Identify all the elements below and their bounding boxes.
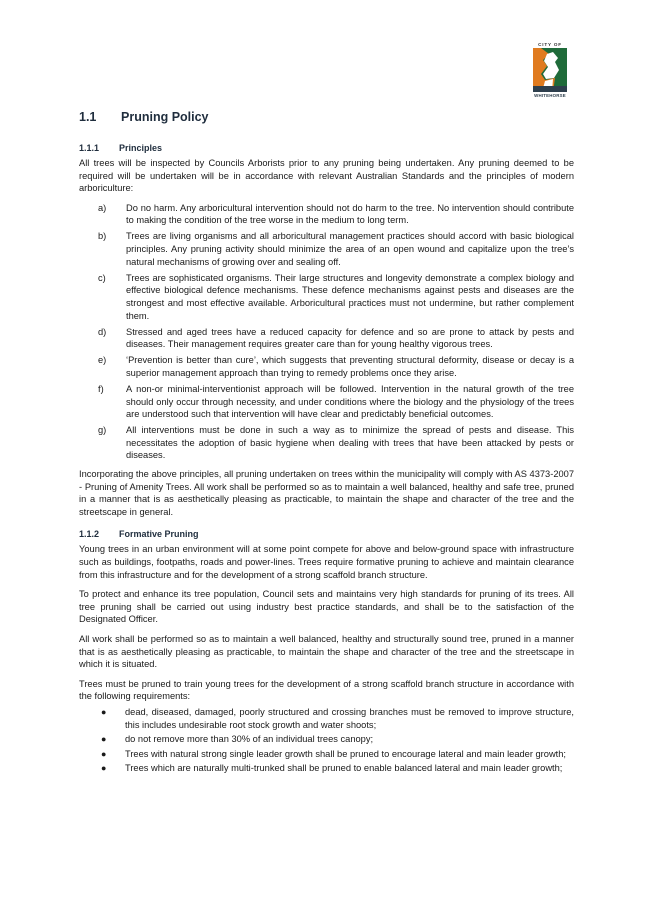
list-item xyxy=(79,383,574,421)
formative-bullets xyxy=(79,706,574,775)
list-item-text: A non-or minimal-interventionist approach will be followed. Intervention in the natural growth of the tree should only occur through necessity, and under conditions where the biology and the physiology of the trees are understood such that intervention will have clear and predictably beneficial outcomes. xyxy=(126,384,574,420)
principles-closing: Incorporating the above principles, all pruning undertaken on trees within the municipality will comply with AS 4373-2007 - Pruning of Amenity Trees. All work shall be performed so as to maintain a well balanced, healthy and safe tree, pruned in a manner that is as aesthetically pleasing as practicable, to maintain the shape and character of the tree and the streetscape in general. xyxy=(79,469,574,517)
list-marker: b) xyxy=(98,231,107,242)
list-item xyxy=(79,272,574,322)
bullet-item xyxy=(79,748,574,761)
bullet-icon: ● xyxy=(101,748,107,759)
principles-title: Principles xyxy=(119,142,163,153)
list-item-text: Do no harm. Any arboricultural intervention should not do harm to the tree. No intervention should contribute to making the condition of the tree worse in the medium to long term. xyxy=(126,202,574,226)
list-item xyxy=(79,424,574,462)
principles-intro: All trees will be inspected by Councils Arborists prior to any pruning being undertaken. Any pruning deemed to be required will be undertaken will be in accordance with relevant Australian Standards and the principles of modern arboriculture: xyxy=(79,158,574,194)
formative-paragraph: All work shall be performed so as to maintain a well balanced, healthy and structurally sound tree, pruned in a manner that is as aesthetically pleasing as practicable, to maintain the shape and character of the tree and the streetscape in which it is situated. xyxy=(79,634,574,670)
list-item-text: ‘Prevention is better than cure’, which suggests that preventing structural deformity, disease or decay is a superior management approach than trying to remedy problems once they arise. xyxy=(126,355,574,378)
formative-heading xyxy=(79,528,574,540)
bullet-icon: ● xyxy=(101,734,107,745)
formative-number: 1.1.2 xyxy=(79,529,100,540)
principles-number: 1.1.1 xyxy=(79,142,100,153)
bullet-text: Trees which are naturally multi-trunked shall be pruned to enable balanced lateral and main leader growth; xyxy=(125,763,563,774)
bullet-item xyxy=(79,733,574,746)
list-marker: e) xyxy=(98,355,107,366)
list-marker: g) xyxy=(98,425,107,436)
list-item-text: Stressed and aged trees have a reduced capacity for defence and so are prone to attack by pests and diseases. Their management requires greater care than for young healthy vigorous trees. xyxy=(126,326,574,350)
formative-paragraph: To protect and enhance its tree population, Council sets and maintains very high standards for pruning of its trees. All tree pruning shall be carried out using industry best practice standards, and shall be to the satisfaction of the Designated Officer. xyxy=(79,589,574,625)
list-item xyxy=(79,230,574,268)
bullet-item xyxy=(79,762,574,775)
section-number: 1.1 xyxy=(79,109,97,124)
list-item xyxy=(79,326,574,351)
list-marker: f) xyxy=(98,384,104,394)
principles-list xyxy=(79,202,574,462)
bullet-text: do not remove more than 30% of an individual trees canopy; xyxy=(125,734,374,745)
logo-top-text: CITY OF xyxy=(538,42,562,47)
formative-paragraph: Trees must be pruned to train young trees for the development of a strong scaffold branch structure in accordance with the following requirements: xyxy=(79,678,574,702)
list-marker: a) xyxy=(98,202,107,213)
horse-emblem-icon xyxy=(533,48,567,92)
bullet-icon: ● xyxy=(101,763,107,774)
list-item-text: Trees are sophisticated organisms. Their large structures and longevity demonstrate a complex biology and effective biological defence mechanisms. These defence mechanisms against pests and diseases are the strongest and most effective available. Arboricultural practices must not undermine, but rather complement them. xyxy=(126,272,574,321)
bullet-text: Trees with natural strong single leader growth shall be pruned to encourage lateral and main leader growth; xyxy=(125,748,566,759)
list-item xyxy=(79,202,574,227)
city-logo xyxy=(529,42,571,100)
list-item xyxy=(79,354,574,379)
section-heading xyxy=(79,108,574,126)
formative-paragraph: Young trees in an urban environment will at some point compete for above and below-ground space with infrastructure such as buildings, footpaths, roads and power-lines. Trees require formative pruning to achieve and maintain clearance from this infrastructure and for the development of a strong scaffold branch structure. xyxy=(79,544,574,580)
bullet-item xyxy=(79,706,574,731)
section-title: Pruning Policy xyxy=(121,109,209,124)
bullet-icon: ● xyxy=(101,706,107,717)
bullet-text: dead, diseased, damaged, poorly structured and crossing branches must be removed to improve structure, this includes undesirable root stock growth and water shoots; xyxy=(125,706,574,730)
document-body xyxy=(79,108,574,777)
principles-heading xyxy=(79,142,574,154)
list-marker: c) xyxy=(98,272,106,283)
list-marker: d) xyxy=(98,326,107,337)
list-item-text: Trees are living organisms and all arboricultural management practices should accord with basic biological principles. Any pruning activity should minimize the area of an open wound and capitalize upon the tree’s natural mechanisms of growing over and sealing off. xyxy=(126,231,574,267)
logo-bottom-text: WHITEHORSE xyxy=(534,93,566,98)
formative-title: Formative Pruning xyxy=(119,529,199,540)
list-item-text: All interventions must be done in such a way as to minimize the spread of pests and disease. This necessitates the adoption of basic hygiene when dealing with trees that have been attacked by pests or diseases. xyxy=(126,425,574,461)
